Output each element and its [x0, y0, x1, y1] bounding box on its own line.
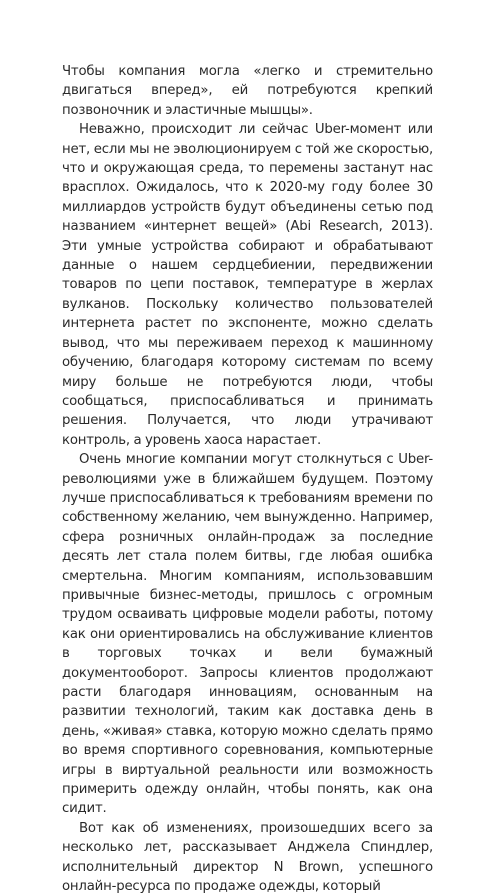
- paragraph-2: Неважно, происходит ли сейчас Uber-момент или нет, если мы не эволюционируем с той же скоростью, что и окружающая среда, то перемены застанут нас врасплох. Ожидалось, что к 2020-му году более 30 миллиардов устройств будут объединены сетью под названием «интернет вещей» (Abi Research, 2013). Эти умные устройства собирают и обрабатывают данные о нашем сердцебиении, передвижении товаров по цепи поставок, температуре в жерлах вулканов. Поскольку количество пользователей интернета растет по экспоненте, можно сделать вывод, что мы переживаем переход к машинному обучению, благодаря которому системам по всему миру больше не потребуются люди, чтобы сообщаться, приспосабливаться и принимать решения. Получается, что люди утрачивают контроль, а уровень хаоса нарастает.: [62, 122, 433, 448]
- document-page: [62, 62, 433, 896]
- paragraph-4: Вот как об изменениях, произошедших всего за несколько лет, рассказывает Анджела Спиндлер, исполнительный директор N Brown, успешного онлайн-ресурса по продаже одежды, который: [62, 820, 433, 895]
- paragraph-3: Очень многие компании могут столкнуться с Uber-революциями уже в ближайшем будущем. Поэтому лучше приспосабливаться к требованиям времени по собственному желанию, чем вынужденно. Например, сфера розничных онлайн-продаж за последние десять лет стала полем битвы, где любая ошибка смертельна. Многим компаниям, использовавшим привычные бизнес-методы, пришлось с огромным трудом осваивать цифровые модели работы, потому как они ориентировались на обслуживание клиентов в торговых точках и вели бумажный документооборот. Запросы клиентов продолжают расти благодаря инновациям, основанным на развитии технологий, таким как доставка день в день, «живая» ставка, которую можно сделать прямо во время спортивного соревнования, компьютерные игры в виртуальной реальности или возможность примерить одежду онлайн, чтобы понять, как она сидит.: [62, 452, 433, 817]
- paragraph-1: Чтобы компания могла «легко и стремительно двигаться вперед», ей потребуются крепкий позвоночник и эластичные мышцы».: [62, 64, 433, 118]
